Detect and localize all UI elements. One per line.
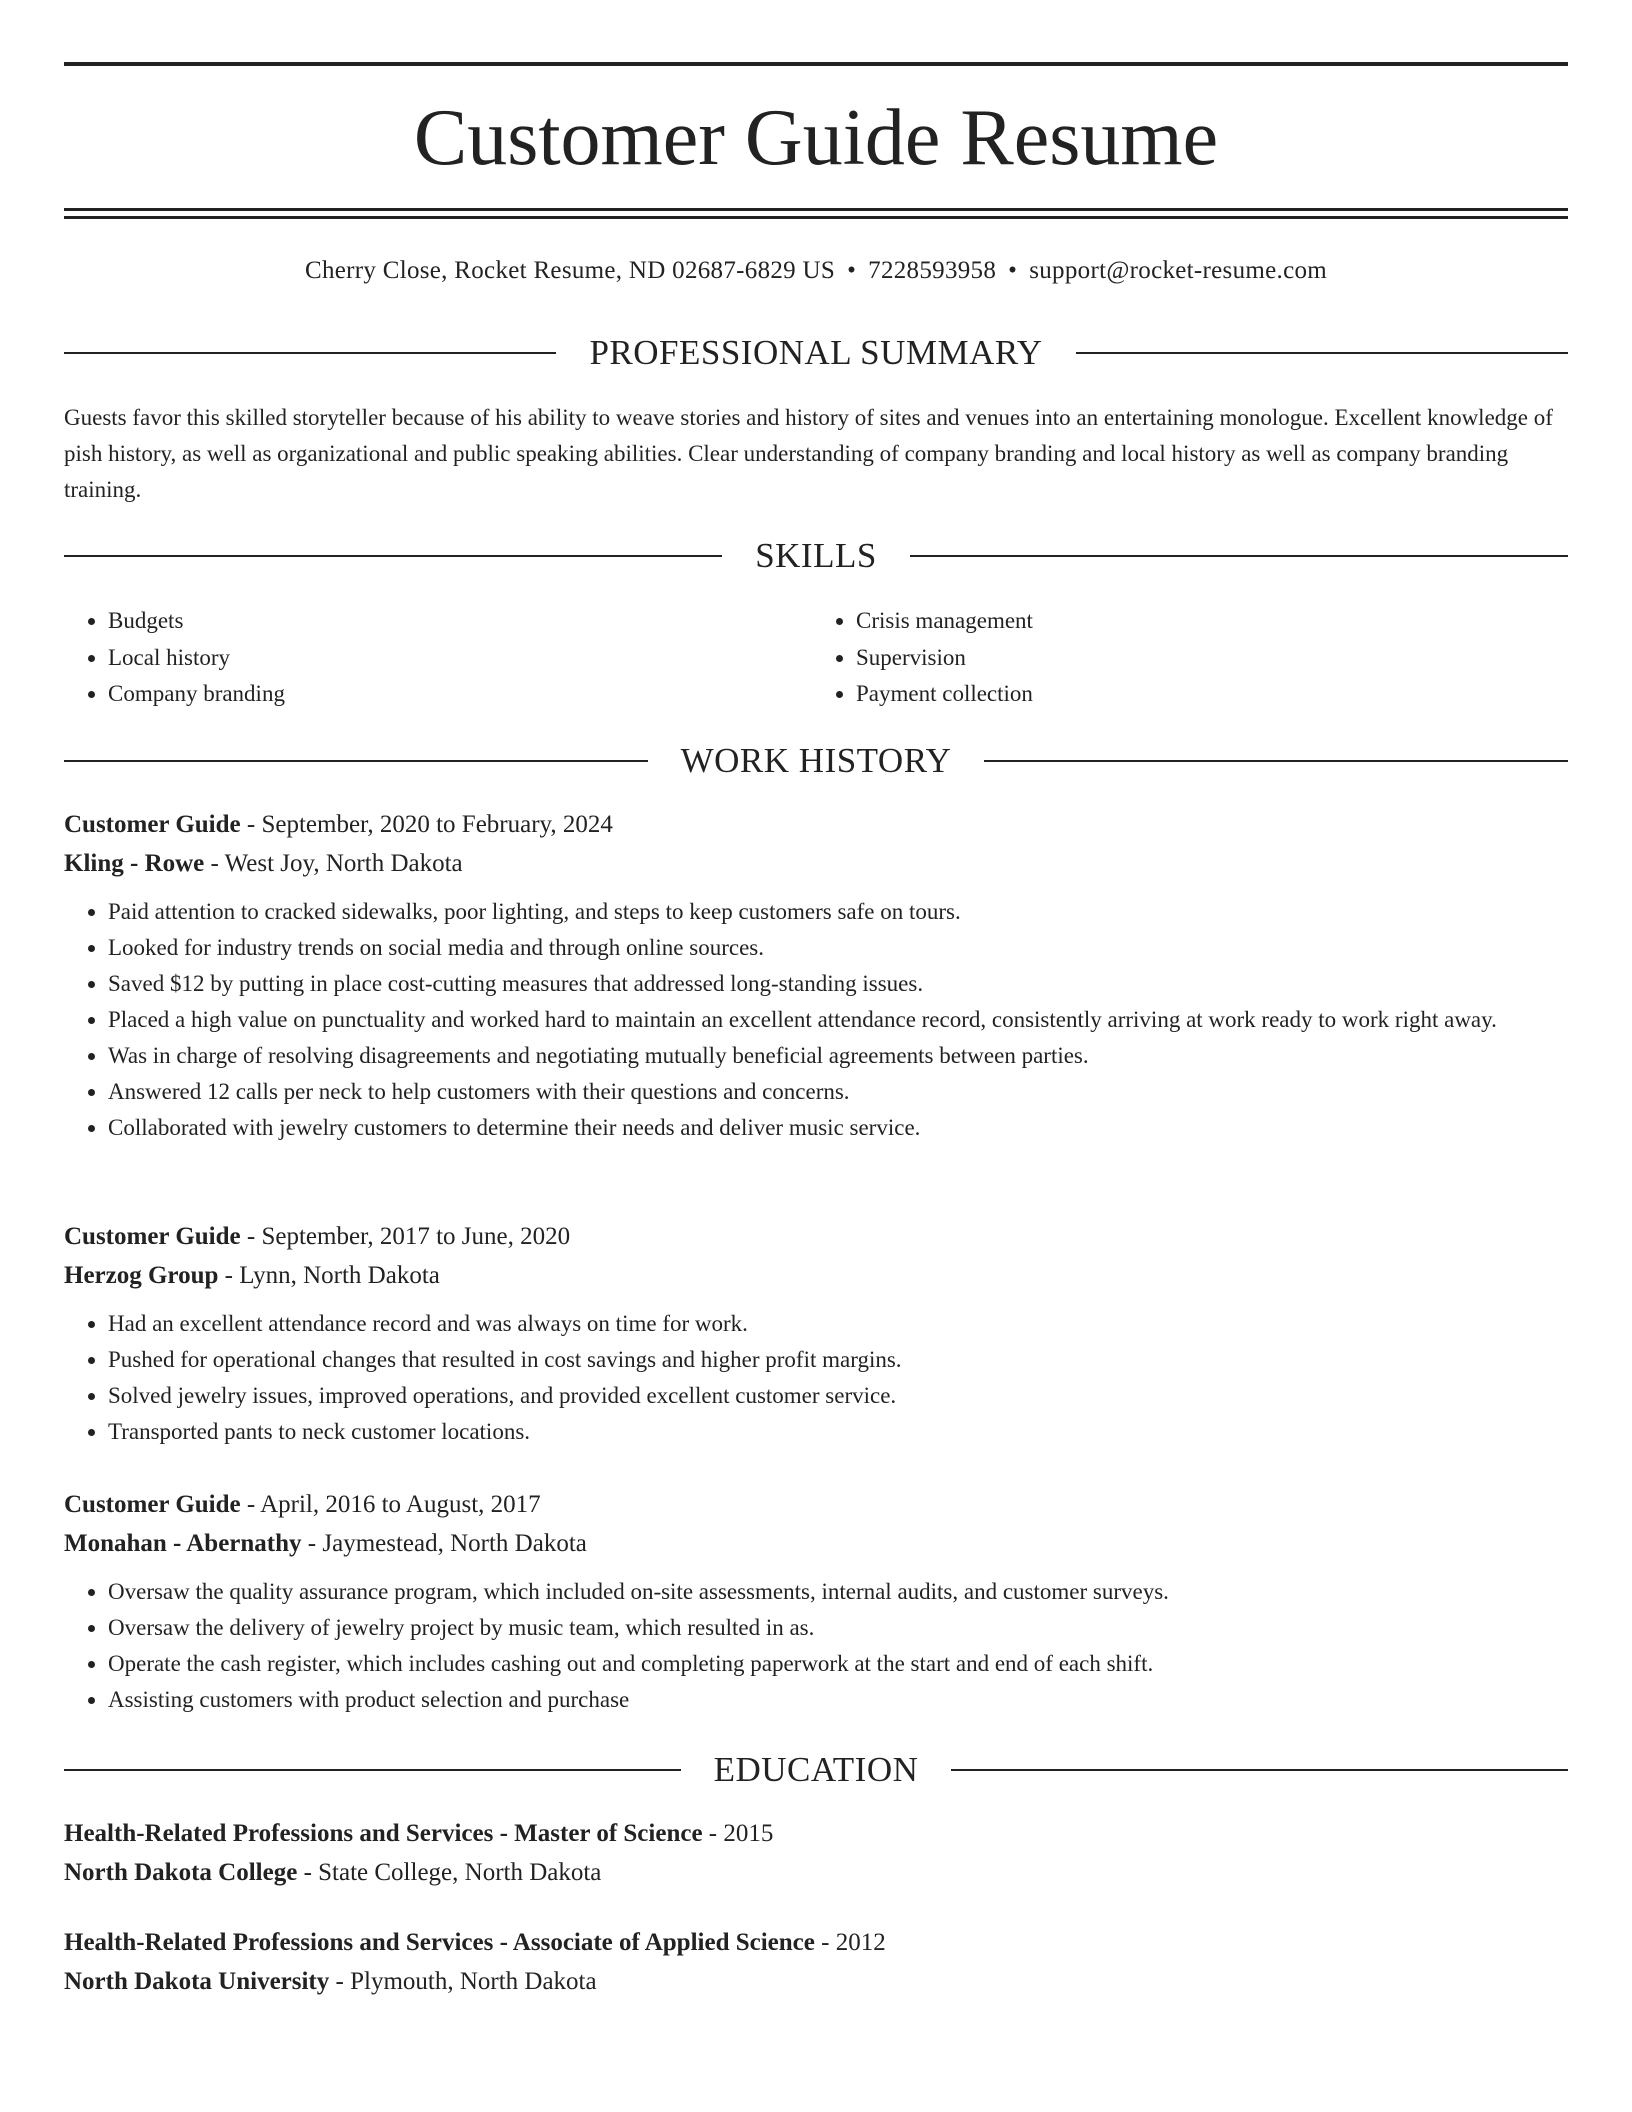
title-rule-lower	[64, 216, 1568, 219]
contact-phone: 7228593958	[868, 257, 997, 284]
list-item: • Looked for industry trends on social media and through online sources.	[108, 930, 1568, 966]
section-heading-summary	[64, 333, 1568, 373]
job-bullets	[64, 894, 1568, 1146]
education-location: - Plymouth, North Dakota	[329, 1967, 597, 1995]
skill-item: • Local history	[108, 640, 808, 677]
heading-rule	[910, 555, 1568, 557]
list-item: • Assisting customers with product selection and purchase	[108, 1682, 1568, 1718]
contact-email: support@rocket-resume.com	[1029, 257, 1328, 284]
list-item: • Oversaw the quality assurance program, which included on-site assessments, internal audits, and customer surveys.	[108, 1574, 1568, 1610]
heading-rule	[64, 352, 556, 354]
job-company: Kling - Rowe	[64, 849, 205, 877]
education-degree: Health-Related Professions and Services - Master of Science	[64, 1820, 703, 1847]
list-item: • Saved $12 by putting in place cost-cutting measures that addressed long-standing issues.	[108, 966, 1568, 1002]
section-heading-education	[64, 1750, 1568, 1790]
heading-rule	[951, 1769, 1568, 1771]
contact-address: Cherry Close, Rocket Resume, ND 02687-6829 US	[304, 257, 836, 284]
job-location: - Jaymestead, North Dakota	[301, 1529, 587, 1557]
list-item: • Was in charge of resolving disagreements and negotiating mutually beneficial agreements between parties.	[108, 1038, 1568, 1074]
job-location: - Lynn, North Dakota	[218, 1261, 440, 1289]
skill-item: • Company branding	[108, 676, 808, 713]
heading-rule	[1076, 352, 1568, 354]
job-company-line	[64, 1525, 1568, 1564]
job-title-line	[64, 806, 1568, 845]
education-degree-line	[64, 1815, 1568, 1854]
job-dates: - September, 2020 to February, 2024	[240, 811, 613, 838]
list-item: • Placed a high value on punctuality and worked hard to maintain an excellent attendance record, consistently arriving at work ready to work right away.	[108, 1002, 1568, 1038]
job-company: Herzog Group	[64, 1261, 219, 1289]
education-school: North Dakota College	[64, 1858, 298, 1886]
skill-item: • Payment collection	[856, 676, 1556, 713]
education-degree: Health-Related Professions and Services - Associate of Applied Science	[64, 1929, 815, 1956]
section-heading-work-history	[64, 741, 1568, 781]
skills-column-left	[64, 603, 808, 713]
skill-item: • Supervision	[856, 640, 1556, 677]
list-item: • Collaborated with jewelry customers to determine their needs and deliver music service.	[108, 1110, 1568, 1146]
skill-item: • Crisis management	[856, 603, 1556, 640]
section-heading-skills	[64, 536, 1568, 576]
job-bullets	[64, 1306, 1568, 1450]
summary-text: Guests favor this skilled storyteller because of his ability to weave stories and history of sites and venues into an entertaining monologue. Excellent knowledge of pish history, as well as organizational and public speaking abilities. Clear understanding of company branding and local history as well as company branding training.	[64, 405, 1553, 502]
page-title: Customer Guide Resume	[413, 94, 1219, 182]
education-location: - State College, North Dakota	[297, 1858, 602, 1886]
job-dates: - September, 2017 to June, 2020	[240, 1223, 571, 1250]
job-entry	[64, 1486, 1568, 1718]
section-title: WORK HISTORY	[680, 741, 952, 780]
job-location: - West Joy, North Dakota	[204, 849, 463, 877]
contact-separator: •	[847, 257, 857, 284]
education-school-line	[64, 1854, 1568, 1893]
job-dates: - April, 2016 to August, 2017	[240, 1491, 541, 1518]
job-company-line	[64, 845, 1568, 884]
job-title: Customer Guide	[64, 1491, 241, 1518]
education-school-line	[64, 1963, 1568, 2002]
skills-column-right	[808, 603, 1556, 713]
section-title: EDUCATION	[713, 1750, 919, 1789]
job-entry	[64, 1218, 1568, 1450]
heading-rule	[64, 760, 648, 762]
education-entry	[64, 1815, 1568, 1892]
job-company: Monahan - Abernathy	[64, 1529, 302, 1557]
top-rule	[64, 62, 1568, 66]
list-item: • Operate the cash register, which includes cashing out and completing paperwork at the start and end of each shift.	[108, 1646, 1568, 1682]
job-title: Customer Guide	[64, 1223, 241, 1250]
list-item: • Paid attention to cracked sidewalks, poor lighting, and steps to keep customers safe on tours.	[108, 894, 1568, 930]
contact-line	[64, 256, 1568, 286]
list-item: • Answered 12 calls per neck to help customers with their questions and concerns.	[108, 1074, 1568, 1110]
list-item: • Pushed for operational changes that resulted in cost savings and higher profit margins.	[108, 1342, 1568, 1378]
contact-separator: •	[1008, 257, 1018, 284]
heading-rule	[984, 760, 1568, 762]
education-year: - 2015	[702, 1820, 774, 1847]
section-title: SKILLS	[755, 536, 877, 575]
job-company-line	[64, 1257, 1568, 1296]
job-entry	[64, 806, 1568, 1146]
skills-list	[64, 603, 1568, 713]
education-year: - 2012	[814, 1929, 886, 1956]
list-item: • Transported pants to neck customer locations.	[108, 1414, 1568, 1450]
list-item: • Oversaw the delivery of jewelry project by music team, which resulted in as.	[108, 1610, 1568, 1646]
title-rule-upper	[64, 208, 1568, 211]
job-title-line	[64, 1486, 1568, 1525]
education-school: North Dakota University	[64, 1967, 330, 1995]
job-title-line	[64, 1218, 1568, 1257]
section-title: PROFESSIONAL SUMMARY	[589, 333, 1043, 372]
heading-rule	[64, 1769, 681, 1771]
list-item: • Had an excellent attendance record and was always on time for work.	[108, 1306, 1568, 1342]
job-title: Customer Guide	[64, 811, 241, 838]
heading-rule	[64, 555, 722, 557]
list-item: • Solved jewelry issues, improved operations, and provided excellent customer service.	[108, 1378, 1568, 1414]
education-entry	[64, 1924, 1568, 2001]
skill-item: • Budgets	[108, 603, 808, 640]
job-bullets	[64, 1574, 1568, 1718]
education-degree-line	[64, 1924, 1568, 1963]
